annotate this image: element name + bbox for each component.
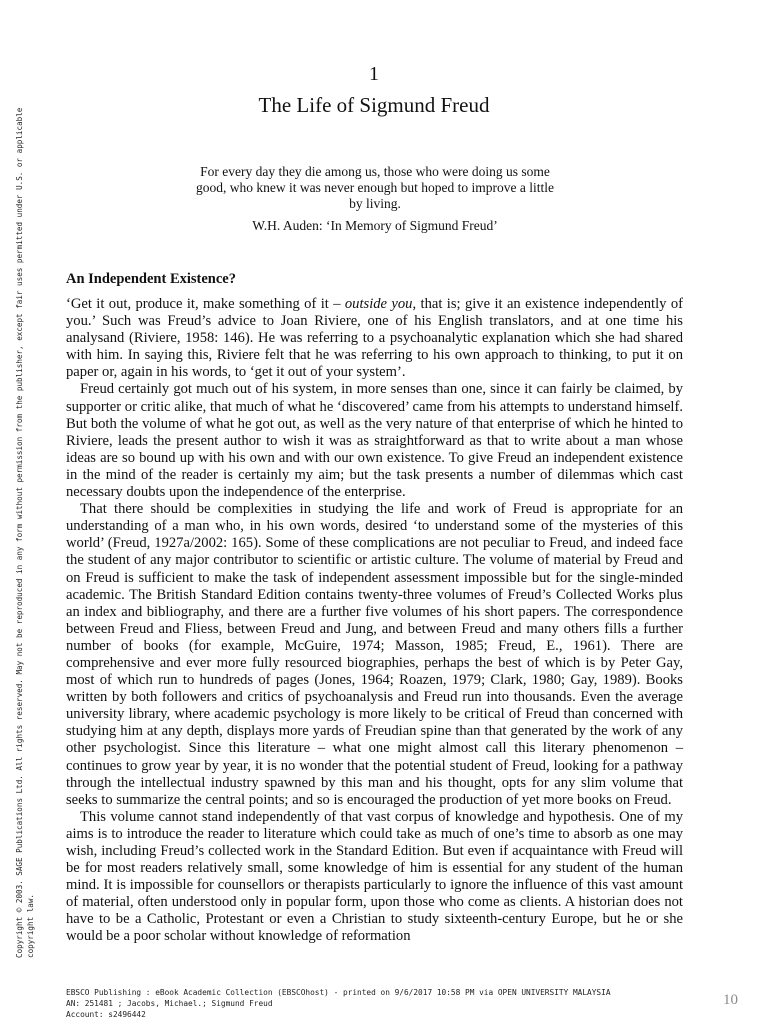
epigraph-source: W.H. Auden: ‘In Memory of Sigmund Freud’ [252,218,498,233]
footer-line-account: Account: s2496442 [66,1010,146,1019]
paragraph-1: ‘Get it out, produce it, make something of it – outside you, that is; give it an existence independently of you.’ Such was Freud’s advice to Joan Riviere, one of his English translators, and at one time his analysand (Riviere, 1958: 146). He was referring to a psychoanalytic explanation which she had shared with him. In saying this, Riviere felt that he was referring to his own approach to thinking, to put it on paper or, again in his words, to ‘get it out of your system’. [66,296,683,381]
page-number: 10 [723,992,738,1008]
section-heading: An Independent Existence? [66,271,236,287]
chapter-title: The Life of Sigmund Freud [258,93,490,117]
epigraph-text: For every day they die among us, those who were doing us some good, who knew it was never enough but hoped to improve a little by living. [195,164,555,211]
paragraph-4: This volume cannot stand independently of that vast corpus of knowledge and hypothesis. One of my aims is to introduce the reader to literature which could take as much of one’s time to absorb as one may wish, including Freud’s collected work in the Standard Edition. But even if acquaintance with Freud will be for most readers relatively small, some knowledge of him is essential for any student of the human mind. It is impossible for counsellors or therapists particularly to ignore the influence of this vast amount of material, often understood only in popular form, upon those who come as clients. A historian does not have to be a Catholic, Protestant or even a Christian to study sixteenth-century Europe, but he or she would be a poor scholar without knowledge of reformation [66,808,683,945]
footer-line-publisher: EBSCO Publishing : eBook Academic Collection (EBSCOhost) - printed on 9/6/2017 10:58 PM via OPEN UNIVERSITY MALAYSIA [66,988,611,997]
paragraph-2: Freud certainly got much out of his system, in more senses than one, since it can fairly be claimed, by supporter or critic alike, that much of what he ‘discovered’ came from his attempts to understand himself. But both the volume of what he got out, as well as the very nature of that enterprise of which he hinted to Riviere, leads the present author to wish it was as straightforward as that to write about a man whose ideas are so bound up with his own and with our own existence. To give Freud an independent existence in the mind of the reader is certainly my aim; but the task presents a number of dilemmas which cast necessary doubts upon the independence of the enterprise. [66,381,683,501]
paragraph-3: That there should be complexities in studying the life and work of Freud is appropriate for an understanding of a man who, in his own words, desired ‘to understand some of the mysteries of this world’ (Freud, 1927a/2002: 165). Some of these complications are not peculiar to Freud, and indeed face the student of any major contributor to scientific or artistic culture. The volume of material by Freud and on Freud is sufficient to make the task of independent assessment impossible but for the single-minded academic. The British Standard Edition contains twenty-three volumes of Freud’s Collected Works plus an index and bibliography, and there are a further five volumes of his short papers. The correspondence between Freud and Fliess, between Freud and Jung, and between Freud and many others fills a further number of books (for example, McGuire, 1974; Masson, 1985; Freud, E., 1961). There are comprehensive and ever more fully resourced biographies, perhaps the best of which is by Peter Gay, most of which run to hundreds of pages (Jones, 1964; Roazen, 1979; Clark, 1980; Gay, 1989). Books written by both followers and critics of psychoanalysis and Freud run into thousands. Even the average university library, where academic psychology is more likely to be critical of Freud than concerned with studying him at any depth, displays more yards of Freudian spine than that generated by the work of any other psychologist. Since this literature – what one might almost call this literary phenomenon – continues to grow year by year, it is no wonder that the potential student of Freud, looking for a pathway through the intellectual industry spawned by this man and his thought, opts for any slim volume that seeks to summarize the central points; and so is encouraged the production of yet more books on Freud. [66,501,683,808]
chapter-number: 1 [369,63,379,85]
body-text [66,296,683,946]
copyright-notice: Copyright © 2003. SAGE Publications Ltd. All rights reserved. May not be reproduced in any form without permission from the publisher, except fair uses permitted under U.S. or applicable copyright law. [15,107,35,958]
footer-line-record: AN: 251481 ; Jacobs, Michael.; Sigmund Freud [66,999,273,1008]
print-footer [66,987,611,1020]
italic-phrase: outside you [344,296,413,312]
